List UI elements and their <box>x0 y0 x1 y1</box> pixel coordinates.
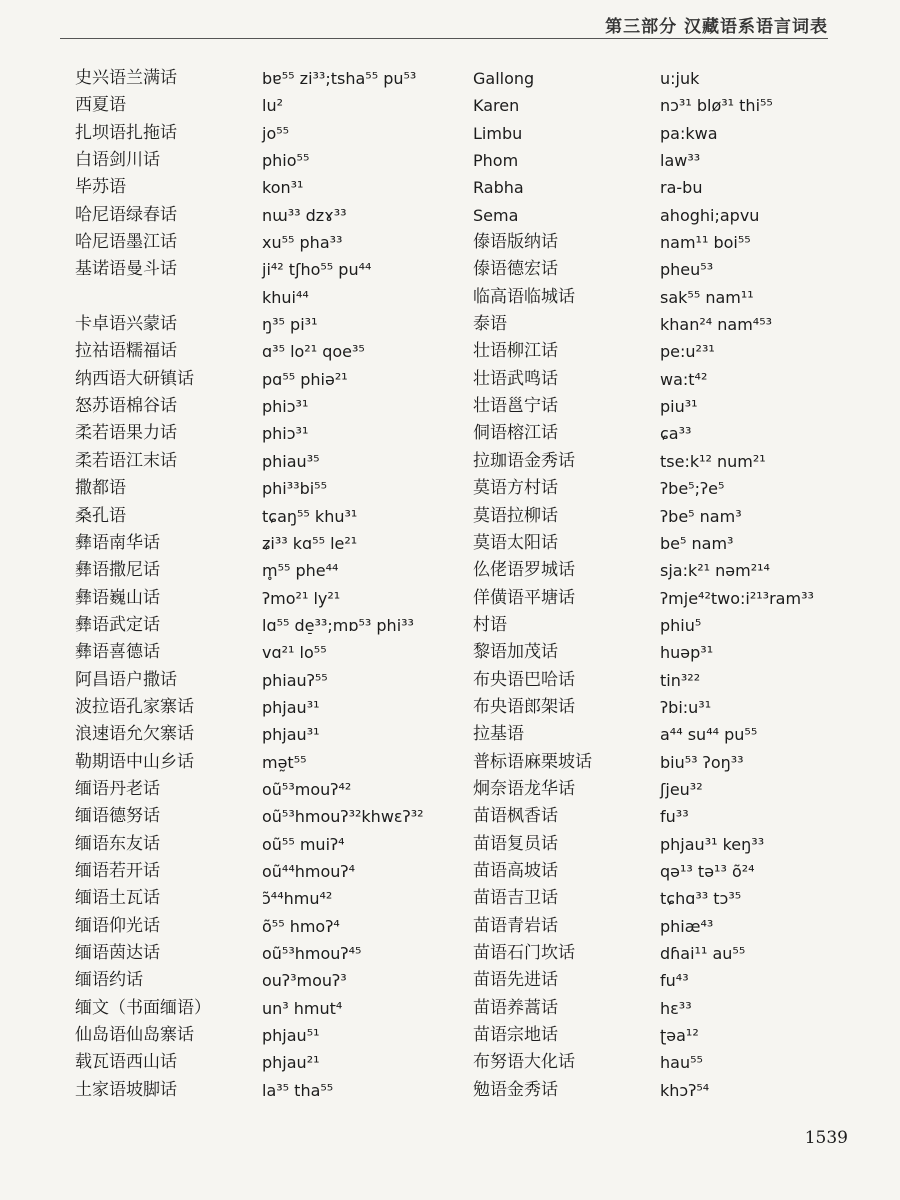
language-name: 浪速语允欠寨话 <box>75 724 194 745</box>
word-form: u:juk <box>660 69 700 88</box>
word-form: ɕa³³ <box>660 424 692 444</box>
language-name: 布央语郎架话 <box>473 696 575 717</box>
word-form: hɛ³³ <box>660 998 692 1018</box>
word-form: fu⁴³ <box>660 971 689 991</box>
word-form: ouʔ³mouʔ³ <box>262 971 347 991</box>
word-form: be⁵ nam³ <box>660 533 734 553</box>
language-name: 苗语复员话 <box>473 833 558 854</box>
word-form: ʔbi:u³¹ <box>660 697 712 717</box>
word-form: la³⁵ tha⁵⁵ <box>262 1080 334 1100</box>
word-form: oũ⁵³hmouʔ³²khwɛʔ³² <box>262 807 424 827</box>
language-name: 缅语丹老话 <box>75 778 160 799</box>
word-form: khan²⁴ nam⁴⁵³ <box>660 315 773 335</box>
word-form: ahoghi;apvu <box>660 205 760 225</box>
language-name: Gallong <box>473 69 535 88</box>
word-form: m̥⁵⁵ phe⁴⁴ <box>262 561 339 581</box>
word-form: sja:k²¹ nəm²¹⁴ <box>660 561 770 581</box>
language-name: 土家语坡脚话 <box>75 1079 177 1100</box>
language-name: Phom <box>473 151 519 171</box>
word-form: nam¹¹ boi⁵⁵ <box>660 233 751 253</box>
language-name: 仙岛语仙岛寨话 <box>75 1025 194 1046</box>
word-form: phiau³⁵ <box>262 451 320 471</box>
right-language-column <box>473 65 658 1104</box>
language-name: 黎语加茂话 <box>473 642 558 663</box>
word-form: ʔbe⁵ nam³ <box>660 506 742 526</box>
word-form: ŋ³⁵ pi³¹ <box>262 315 318 335</box>
word-form: pheu⁵³ <box>660 260 714 280</box>
language-name: 拉祜语糯福话 <box>75 341 177 362</box>
word-form: mə̰t⁵⁵ <box>262 752 307 772</box>
word-form: phjau²¹ <box>262 1053 320 1073</box>
language-name: 布央语巴哈话 <box>473 669 575 690</box>
language-name: 侗语榕江话 <box>473 423 558 444</box>
language-name: Limbu <box>473 123 523 143</box>
language-name: 莫语方村话 <box>473 478 558 499</box>
language-name: 扎坝语扎拖话 <box>75 122 177 143</box>
language-name: 莫语太阳话 <box>473 532 558 553</box>
language-name: 缅语土瓦话 <box>75 888 160 909</box>
language-name: 哈尼语墨江话 <box>75 232 177 253</box>
word-form: tse:k¹² num²¹ <box>660 451 766 471</box>
running-header <box>60 8 828 39</box>
language-name: 佯僙语平塘话 <box>473 587 575 608</box>
language-name: 勒期语中山乡话 <box>75 751 194 772</box>
running-header-title: 第三部分 汉藏语系语言词表 <box>605 17 828 37</box>
word-form: jo⁵⁵ <box>262 123 290 143</box>
word-form: tin³²² <box>660 670 701 690</box>
language-name: 苗语先进话 <box>473 970 558 991</box>
left-form-column <box>262 65 467 1104</box>
language-name: 壮语柳江话 <box>473 341 558 362</box>
word-form: dɦai¹¹ au⁵⁵ <box>660 944 746 963</box>
language-name: 布努语大化话 <box>473 1052 575 1073</box>
language-name: 傣语版纳话 <box>473 232 558 253</box>
language-name: 彝语巍山话 <box>75 587 160 608</box>
word-form: phjau³¹ <box>262 697 320 717</box>
word-form: phiauʔ⁵⁵ <box>262 670 328 690</box>
language-name: 苗语宗地话 <box>473 1025 558 1046</box>
language-name: 卡卓语兴蒙话 <box>75 314 177 335</box>
language-name: 柔若语江末话 <box>75 450 177 471</box>
language-name: 撒都语 <box>75 478 126 499</box>
language-name: 拉珈语金秀话 <box>473 450 575 471</box>
word-form: tɕhɑ³³ tɔ³⁵ <box>660 889 742 909</box>
word-form: ʔbe⁵;ʔe⁵ <box>660 479 725 499</box>
language-name: 泰语 <box>473 314 507 335</box>
language-name: 史兴语兰满话 <box>75 68 177 88</box>
word-form: oũ⁵³hmouʔ⁴⁵ <box>262 944 362 963</box>
word-form: un³ hmut⁴ <box>262 998 343 1018</box>
word-form: oũ⁴⁴hmouʔ⁴ <box>262 861 355 881</box>
language-name: 苗语吉卫话 <box>473 888 558 909</box>
word-form: lɑ⁵⁵ de̠³³;mɒ⁵³ phi³³ <box>262 615 414 635</box>
word-form: ʃjeu³² <box>660 779 703 799</box>
word-form: wa:t⁴² <box>660 369 708 389</box>
language-name: 壮语武鸣话 <box>473 368 558 389</box>
word-form: ʔmje⁴²two:i²¹³ram³³ <box>660 588 814 608</box>
word-form: a⁴⁴ su⁴⁴ pu⁵⁵ <box>660 725 758 745</box>
language-name: 彝语南华话 <box>75 532 160 553</box>
word-form: phiɔ³¹ <box>262 397 309 417</box>
language-name: 波拉语孔家寨话 <box>75 696 194 717</box>
language-name: 基诺语曼斗话 <box>75 259 177 280</box>
word-form: huəp³¹ <box>660 643 714 663</box>
word-form: phjau⁵¹ <box>262 1026 320 1046</box>
language-name: 怒苏语棉谷话 <box>75 396 177 417</box>
language-name: 缅语茵达话 <box>75 943 160 963</box>
word-form: pe:u²³¹ <box>660 342 715 362</box>
language-name: 临高语临城话 <box>473 286 575 307</box>
word-form: vɑ²¹ lo⁵⁵ <box>262 643 327 663</box>
language-name: 炯奈语龙华话 <box>473 778 575 799</box>
word-form: oũ⁵⁵ muiʔ⁴ <box>262 834 345 854</box>
word-form: ji⁴² tʃho⁵⁵ pu⁴⁴ <box>262 260 372 280</box>
word-form: qə¹³ tə¹³ õ²⁴ <box>660 861 755 881</box>
language-name: 彝语撒尼话 <box>75 560 160 581</box>
word-form: phiɔ³¹ <box>262 424 309 444</box>
language-name: 白语剑川话 <box>75 150 160 171</box>
word-form: phio⁵⁵ <box>262 151 310 171</box>
language-name: 缅语若开话 <box>75 860 160 881</box>
word-form: ra-bu <box>660 178 703 198</box>
word-form: õ⁵⁵ hmoʔ⁴ <box>262 916 340 936</box>
word-form: sak⁵⁵ nam¹¹ <box>660 287 754 307</box>
language-name <box>75 284 255 311</box>
word-form: phjau³¹ keŋ³³ <box>660 834 765 854</box>
language-name: 阿昌语户撒话 <box>75 669 177 690</box>
word-form: phi³³bi⁵⁵ <box>262 479 327 499</box>
word-form: ʈəa¹² <box>660 1026 699 1046</box>
language-name: Rabha <box>473 178 524 198</box>
language-name: 纳西语大研镇话 <box>75 368 194 389</box>
language-name: 苗语高坡话 <box>473 860 558 881</box>
language-name: 苗语青岩话 <box>473 915 558 936</box>
word-form: oũ⁵³mouʔ⁴² <box>262 779 352 799</box>
word-form: pa:kwa <box>660 123 718 143</box>
language-name: 傣语德宏话 <box>473 259 558 280</box>
word-form: khui⁴⁴ <box>262 287 309 307</box>
word-form: ɔ̃⁴⁴hmu⁴² <box>262 889 333 909</box>
language-name: 莫语拉柳话 <box>473 505 558 526</box>
left-language-column <box>75 65 255 1104</box>
right-form-column <box>660 65 865 1104</box>
language-name: 缅语德努话 <box>75 806 160 827</box>
page-number: 1539 <box>804 1128 848 1148</box>
language-name: 苗语养蒿话 <box>473 997 558 1018</box>
word-form: hau⁵⁵ <box>660 1053 703 1073</box>
word-form: phiu⁵ <box>660 615 702 635</box>
language-name: 苗语枫香话 <box>473 806 558 827</box>
word-form: pɑ⁵⁵ phiə²¹ <box>262 369 348 389</box>
word-form: tɕaŋ⁵⁵ khu³¹ <box>262 506 358 526</box>
language-name: 勉语金秀话 <box>473 1079 558 1100</box>
word-form: nɯ³³ dzɤ³³ <box>262 205 347 225</box>
word-form: bɐ⁵⁵ zi³³;tsha⁵⁵ pu⁵³ <box>262 69 417 88</box>
word-form: phiæ⁴³ <box>660 916 714 936</box>
language-name: 缅语约话 <box>75 970 143 991</box>
language-name: Sema <box>473 205 519 225</box>
language-name: 缅语东友话 <box>75 833 160 854</box>
language-name: 缅语仰光话 <box>75 915 160 936</box>
language-name: 西夏语 <box>75 95 126 116</box>
language-name: 缅文（书面缅语） <box>75 997 211 1018</box>
language-name: 柔若语果力话 <box>75 423 177 444</box>
word-form: ʔmo²¹ ly²¹ <box>262 588 341 608</box>
language-name: 拉基语 <box>473 724 524 745</box>
word-form: biu⁵³ ʔoŋ³³ <box>660 752 744 772</box>
word-form: xu⁵⁵ pha³³ <box>262 233 343 253</box>
word-form: piu³¹ <box>660 397 698 417</box>
word-form: phjau³¹ <box>262 725 320 745</box>
word-form: fu³³ <box>660 807 689 827</box>
word-form: lu² <box>262 96 283 116</box>
language-name: 彝语喜德话 <box>75 642 160 663</box>
word-form: khɔʔ⁵⁴ <box>660 1080 710 1100</box>
word-form: law³³ <box>660 151 701 171</box>
word-form: nɔ³¹ blø³¹ thi⁵⁵ <box>660 96 773 116</box>
language-name: 毕苏语 <box>75 177 126 198</box>
language-name: 仫佬语罗城话 <box>473 560 575 581</box>
language-name: 壮语邕宁话 <box>473 396 558 417</box>
language-name: Karen <box>473 96 520 116</box>
language-name: 苗语石门坎话 <box>473 943 575 963</box>
language-name: 普标语麻栗坡话 <box>473 751 592 772</box>
language-name: 彝语武定话 <box>75 614 160 635</box>
word-form: ɑ³⁵ lo²¹ qoe³⁵ <box>262 342 365 362</box>
language-name: 载瓦语西山话 <box>75 1052 177 1073</box>
language-name: 桑孔语 <box>75 505 126 526</box>
word-form: kon³¹ <box>262 178 304 198</box>
word-form: ʑi³³ kɑ⁵⁵ le²¹ <box>262 533 358 553</box>
language-name: 村语 <box>473 614 507 635</box>
language-name: 哈尼语绿春话 <box>75 204 177 225</box>
